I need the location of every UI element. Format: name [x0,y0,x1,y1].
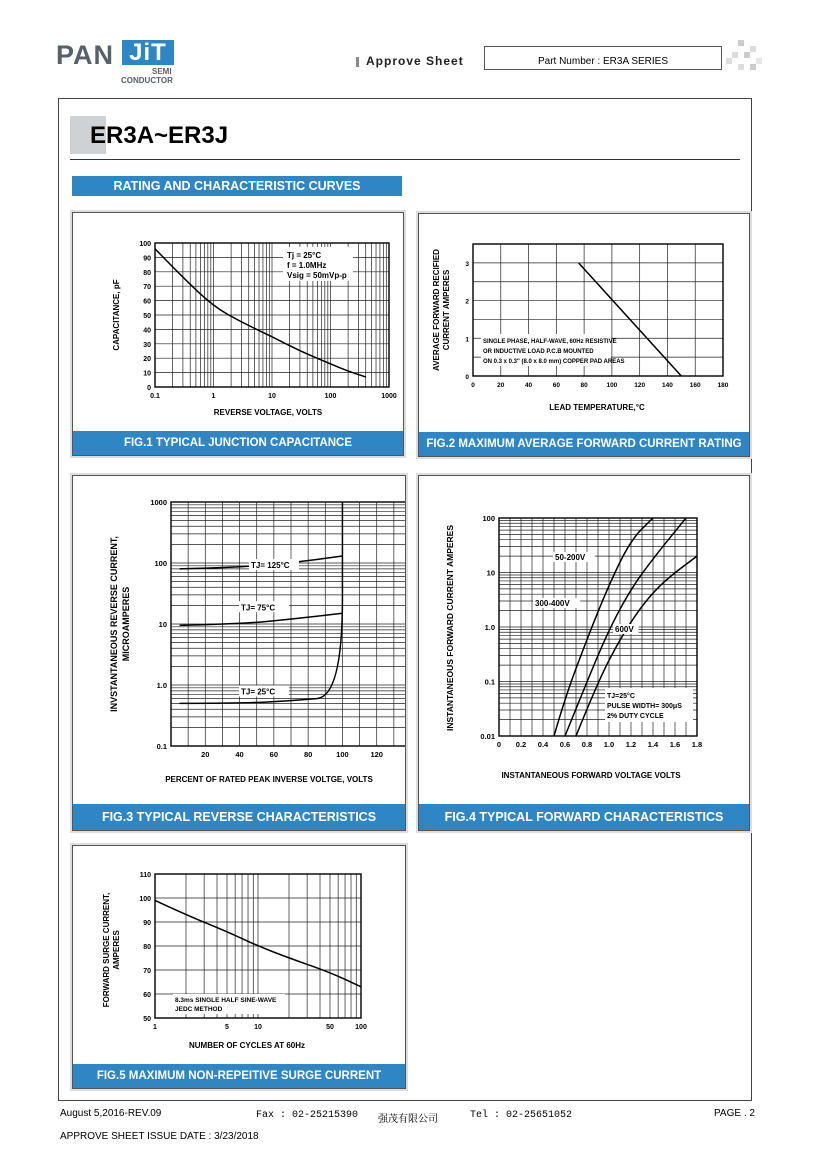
x-tick-label: 60 [552,382,560,389]
page-title: ER3A~ER3J [90,122,229,149]
x-tick-label: 80 [580,382,588,389]
x-tick-label: 1.0 [603,740,615,749]
y-tick-label: 100 [139,896,151,903]
x-tick-label: 80 [303,750,313,759]
x-tick-label: 40 [235,750,244,759]
x-tick-label: 0 [471,382,475,389]
y-tick-label: 90 [143,920,151,927]
fig4-note-pulse: PULSE WIDTH= 300μS [607,703,682,710]
fig5-y-axis-label-1: FORWARD SURGE CURRENT, [102,892,111,1008]
x-tick-label: 1.2 [625,740,637,749]
y-tick-label: 0.01 [480,732,495,741]
approve-sheet-label: Approve Sheet [366,54,464,68]
series-line-2 [180,613,343,625]
footer-fax: Fax : 02-25215390 [256,1110,359,1121]
y-tick-label: 1.0 [156,681,167,690]
y-tick-label: 1000 [150,498,167,507]
y-tick-label: 10 [158,620,167,629]
x-tick-label: 1000 [381,393,397,400]
fig3-series-label: TJ= 25°C [241,687,276,697]
fig4-chart [419,476,749,802]
y-tick-label: 70 [143,968,151,975]
y-tick-label: 100 [139,241,151,248]
y-tick-label: 30 [143,341,151,349]
y-tick-label: 2 [465,298,469,306]
part-number: Part Number : ER3A SERIES [537,56,669,67]
fig5-x-axis-label: NUMBER OF CYCLES AT 60Hz [188,1041,306,1050]
fig3-series-label: TJ= 125°C [251,561,290,571]
fig2-note-line1: SINGLE PHASE, HALF-WAVE, 60Hz RESISTIVE [483,339,617,345]
fig2-note-line3: ON 0.3 x 0.3" (8.0 x 8.0 mm) COPPER PAD AREAS [483,359,625,365]
fig1-x-axis-label: REVERSE VOLTAGE, VOLTS [213,408,323,417]
fig3-chart [73,476,405,802]
fig1-note-vsig: Vsig = 50mVp-p [287,271,347,280]
x-tick-label: 100 [336,750,349,759]
fig5-y-axis-label-2: AMPERES [112,930,121,970]
fig5-chart [73,846,405,1062]
footer-date-rev: August 5,2016-REV.09 [60,1108,162,1119]
title-divider [70,159,740,160]
footer-page: PAGE . 2 [714,1108,755,1119]
logo-conductor-text: CONDUCTOR [121,76,173,85]
fig4-caption: FIG.4 TYPICAL FORWARD CHARACTERISTICS [419,804,749,830]
y-tick-label: 1.0 [484,623,495,632]
fig2-y-axis-label-2: CURRENT AMPERES [442,269,451,351]
part-number-box [484,46,722,70]
x-tick-label: 0.1 [150,393,160,400]
y-tick-label: 20 [143,356,151,364]
y-tick-label: 40 [143,327,151,335]
x-tick-label: 60 [269,750,279,759]
y-tick-label: 100 [154,559,167,568]
fig4-series-label: 50-200V [555,553,586,562]
x-tick-label: 160 [689,382,701,389]
fig2-chart [419,214,749,430]
y-tick-label: 80 [143,269,151,277]
fig5-note-line1: 8.3ms SINGLE HALF SINE-WAVE [175,997,277,1004]
logo-jit-text: JiT [122,40,174,65]
fig4-y-axis-label: INSTANTANEOUS FORWARD CURRENT AMPERES [445,524,455,732]
fig5-note-line2: JEDC METHOD [175,1006,223,1013]
x-tick-label: 180 [717,382,729,389]
x-tick-label: 1.8 [691,740,703,749]
x-tick-label: 10 [254,1024,262,1031]
section-title: RATING AND CHARACTERISTIC CURVES [72,176,402,196]
x-tick-label: 140 [662,382,673,389]
x-tick-label: 0 [496,740,502,749]
logo-pan-text: PAN [56,40,115,70]
y-tick-label: 70 [143,284,151,292]
fig2-y-axis-label-1: AVERAGE FORWARD RECIFIED [432,249,441,371]
y-tick-label: 80 [143,944,151,951]
x-tick-label: 40 [524,382,533,389]
y-tick-label: 3 [465,260,469,268]
y-tick-label: 100 [482,514,495,523]
fig2-caption: FIG.2 MAXIMUM AVERAGE FORWARD CURRENT RATING [419,432,749,456]
fig4-x-axis-label: INSTANTANEOUS FORWARD VOLTAGE VOLTS [501,771,681,780]
y-tick-label: 10 [143,370,151,378]
x-tick-label: 1.4 [647,740,659,749]
y-tick-label: 0.1 [156,742,167,751]
footer-tel: Tel : 02-25651052 [470,1110,573,1121]
y-tick-label: 0 [147,385,151,392]
x-tick-label: 5 [225,1024,229,1031]
y-tick-label: 10 [486,568,495,578]
y-tick-label: 50 [143,313,151,320]
fig1-panel [72,212,404,456]
footer-issue-date: APPROVE SHEET ISSUE DATE : 3/23/2018 [60,1131,259,1142]
fig3-panel [72,475,406,831]
x-tick-label: 20 [497,382,505,389]
x-tick-label: 20 [201,750,210,759]
fig1-note-tj: Tj = 25°C [287,251,322,260]
x-tick-label: 1 [153,1024,157,1031]
fig5-caption: FIG.5 MAXIMUM NON-REPEITIVE SURGE CURRENT [73,1064,405,1088]
fig2-x-axis-label: LEAD TEMPERATURE,°C [549,403,645,412]
x-tick-label: 1 [211,393,216,400]
checker-decoration-icon [726,40,762,76]
fig4-series-label: 300-400V [535,599,570,608]
x-tick-label: 10 [268,393,276,400]
x-tick-label: 100 [324,393,337,400]
x-tick-label: 0.4 [537,740,549,749]
x-tick-label: 0.6 [559,740,571,749]
x-tick-label: 100 [606,382,618,389]
x-tick-label: 0.2 [515,740,527,749]
y-tick-label: 1 [465,336,469,344]
x-tick-label: 120 [370,750,383,759]
y-tick-label: 0.1 [484,677,495,687]
y-tick-label: 60 [143,298,151,306]
approve-marker [356,57,359,67]
y-tick-label: 110 [139,872,151,879]
fig3-x-axis-label: PERCENT OF RATED PEAK INVERSE VOLTGE, VOLTS [165,775,373,784]
fig4-series-label: 600V [615,625,634,634]
x-tick-label: 1.6 [669,740,681,749]
fig3-caption: FIG.3 TYPICAL REVERSE CHARACTERISTICS [73,804,405,830]
y-tick-label: 60 [143,992,151,999]
fig1-caption: FIG.1 TYPICAL JUNCTION CAPACITANCE [73,431,403,455]
fig1-chart [73,213,403,429]
fig4-note-tj: TJ=25°C [607,693,635,700]
y-tick-label: 90 [143,255,151,263]
x-tick-label: 100 [355,1024,367,1031]
fig3-y-axis-label-2: MICROAMPERES [121,586,131,662]
footer-company: 强茂有限公司 [378,1114,438,1125]
logo-semi-text: SEMI [152,67,172,76]
fig5-panel [72,845,406,1089]
x-tick-label: 120 [634,382,646,389]
x-tick-label: 0.8 [581,740,593,749]
fig4-panel [418,475,750,831]
x-tick-label: 50 [326,1024,334,1031]
y-tick-label: 50 [143,1016,151,1023]
fig1-note-freq: f = 1.0MHz [287,261,327,270]
fig1-y-axis-label: CAPACITANCE, pF [112,279,121,351]
y-tick-label: 0 [465,374,469,381]
fig2-panel [418,213,750,457]
fig3-series-label: TJ= 75°C [241,603,276,613]
fig4-note-duty: 2% DUTY CYCLE [607,713,664,720]
fig2-note-line2: OR INDUCTIVE LOAD P.C.B MOUNTED [483,349,594,355]
fig3-y-axis-label-1: INVSTANTANEOUS REVERSE CURRENT, [109,536,119,712]
